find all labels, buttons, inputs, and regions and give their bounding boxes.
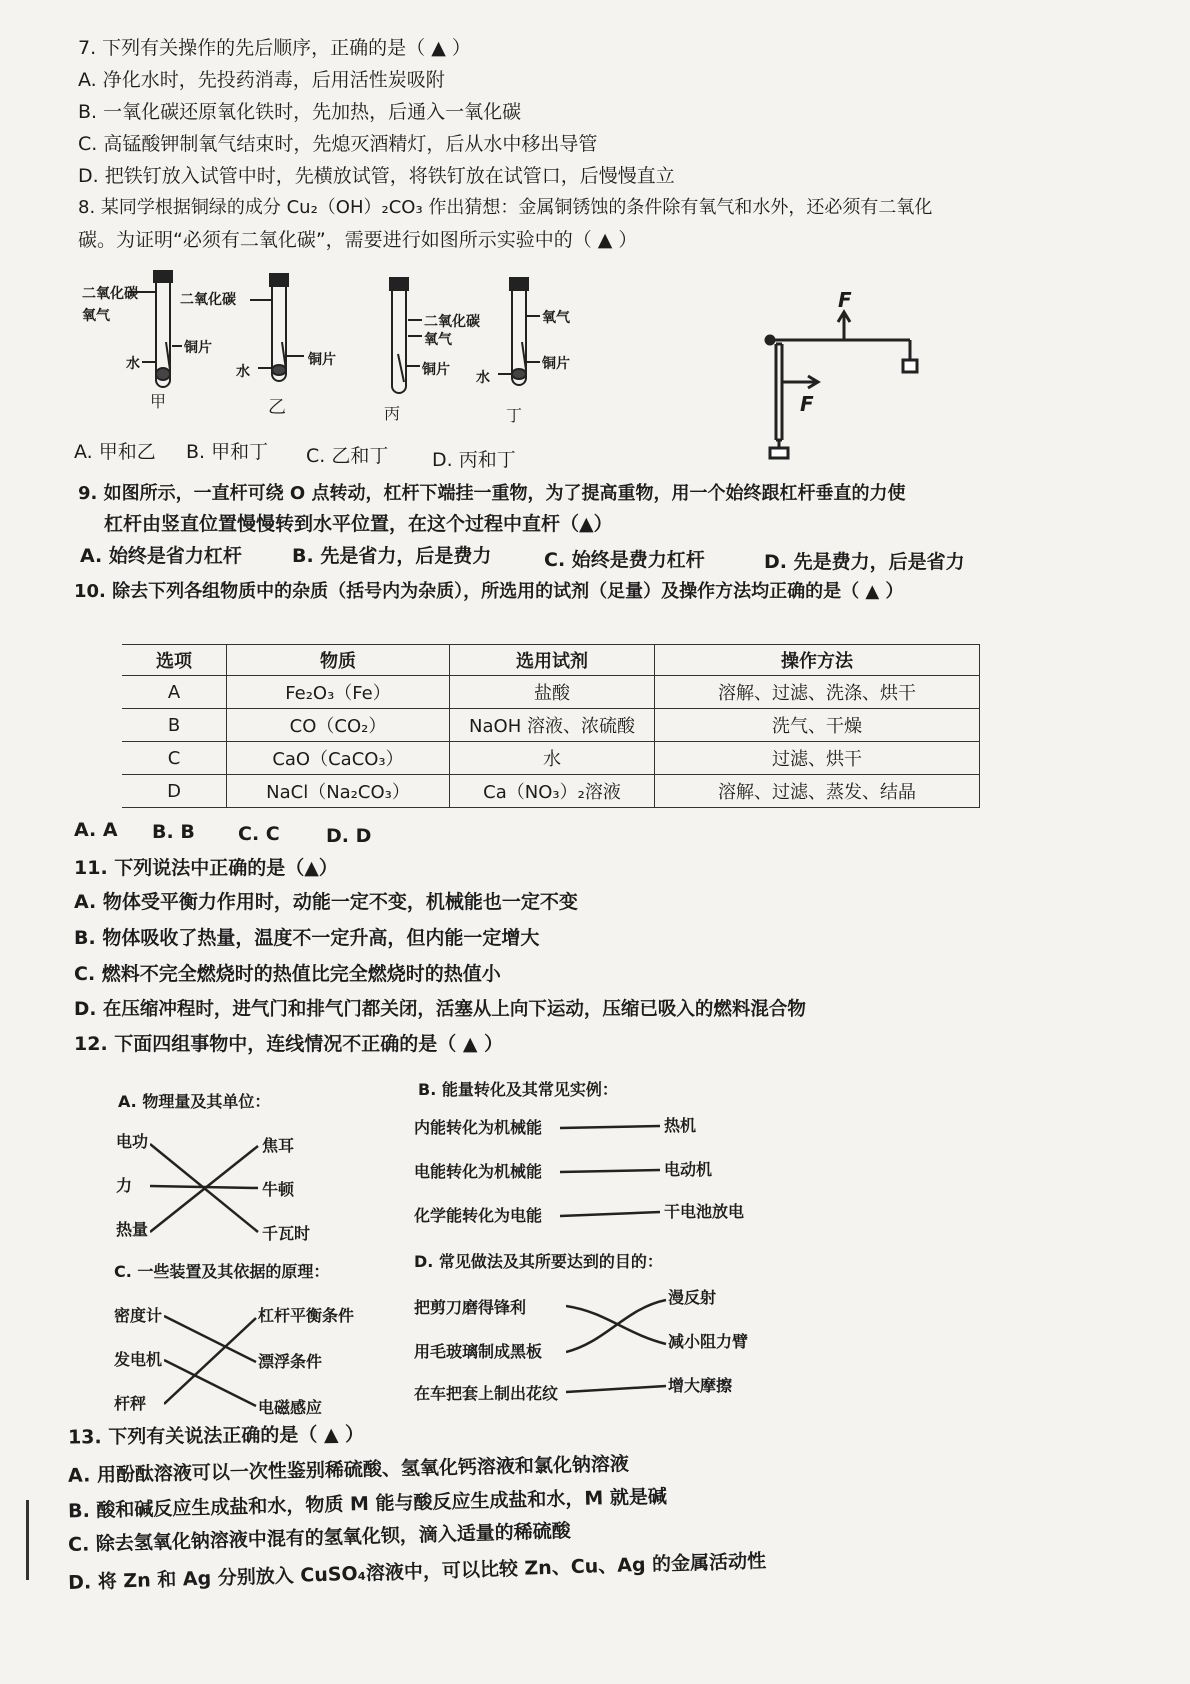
q13-stem: 13. 下列有关说法正确的是（ ▲ ） [67, 1423, 365, 1449]
table-cell: Fe₂O₃（Fe） [227, 676, 450, 709]
q12-c-right-3: 电磁感应 [258, 1398, 323, 1417]
tube-yi-label-water: 水 [236, 364, 250, 380]
q12-d-lines [566, 1294, 670, 1394]
tube-jia-label-co2: 二氧化碳 [82, 286, 138, 302]
q8-option-a: A. 甲和乙 [74, 441, 156, 463]
tube-ding-label-o2: 氧气 [542, 310, 570, 326]
q10-stem: 10. 除去下列各组物质中的杂质（括号内为杂质），所选用的试剂（足量）及操作方法均正确的是（ ▲ ） [74, 581, 904, 602]
table-header-substance: 物质 [227, 645, 450, 676]
table-cell: 溶解、过滤、蒸发、结晶 [655, 775, 980, 808]
q12-c-right-1: 杠杆平衡条件 [258, 1306, 355, 1325]
q12-b-lines [560, 1120, 664, 1220]
q12-c-left-2: 发电机 [114, 1350, 163, 1369]
table-cell: C [122, 742, 227, 775]
table-cell: NaOH 溶液、浓硫酸 [450, 709, 655, 742]
q13-option-b: B. 酸和碱反应生成盐和水，物质 M 能与酸反应生成盐和水，M 就是碱 [67, 1485, 668, 1523]
q12-d-left-3: 在车把套上制出花纹 [414, 1384, 559, 1403]
q8-option-b: B. 甲和丁 [186, 441, 269, 463]
tube-jia-label-o2: 氧气 [82, 308, 110, 324]
tube-ding-label-cu: 铜片 [542, 356, 570, 372]
table-cell: D [122, 775, 227, 808]
q13-option-d: D. 将 Zn 和 Ag 分别放入 CuSO₄溶液中，可以比较 Zn、Cu、Ag 的金属活动性 [67, 1550, 767, 1594]
table-header-option: 选项 [122, 645, 227, 676]
table-cell: 水 [450, 742, 655, 775]
q12-c-lines [164, 1312, 260, 1412]
q11-stem: 11. 下列说法中正确的是（▲） [74, 857, 338, 879]
q7-option-d: D. 把铁钉放入试管中时，先横放试管，将铁钉放在试管口，后慢慢直立 [78, 165, 675, 187]
q12-a-right-3: 千瓦时 [262, 1224, 311, 1243]
q11-option-a: A. 物体受平衡力作用时，动能一定不变，机械能也一定不变 [74, 891, 578, 913]
q7-option-a: A. 净化水时，先投药消毒，后用活性炭吸附 [78, 69, 445, 91]
q8-stem-line2: 碳。为证明“必须有二氧化碳”，需要进行如图所示实验中的（ ▲ ） [78, 229, 638, 251]
table-cell: 洗气、干燥 [655, 709, 980, 742]
table-cell: CaO（CaCO₃） [227, 742, 450, 775]
q12-group-a-title: A. 物理量及其单位： [118, 1092, 271, 1111]
q8-option-d: D. 丙和丁 [432, 449, 516, 471]
q12-b-left-1: 内能转化为机械能 [414, 1118, 543, 1137]
q12-b-right-3: 干电池放电 [664, 1202, 745, 1221]
q9-option-c: C. 始终是费力杠杆 [544, 549, 705, 571]
table-cell: B [122, 709, 227, 742]
lever-force-label-top: F [838, 288, 852, 312]
q10-option-c: C. C [238, 823, 280, 845]
lever-force-label-side: F [800, 392, 814, 416]
q12-b-right-2: 电动机 [664, 1160, 713, 1179]
q13-option-a: A. 用酚酞溶液可以一次性鉴别稀硫酸、氢氧化钙溶液和氯化钠溶液 [67, 1453, 630, 1487]
q12-b-left-2: 电能转化为机械能 [414, 1162, 543, 1181]
q10-option-b: B. B [152, 821, 195, 843]
q7-option-c: C. 高锰酸钾制氧气结束时，先熄灭酒精灯，后从水中移出导管 [78, 133, 598, 155]
q8-option-c: C. 乙和丁 [306, 445, 389, 467]
tube-bing-name: 丙 [384, 404, 401, 423]
table-row [122, 709, 980, 742]
q12-b-right-1: 热机 [664, 1116, 697, 1135]
tube-ding-label-water: 水 [476, 370, 490, 386]
q10-table [122, 644, 980, 808]
table-cell: 盐酸 [450, 676, 655, 709]
table-header-reagent: 选用试剂 [450, 645, 655, 676]
q12-b-left-3: 化学能转化为电能 [414, 1206, 543, 1225]
q9-option-b: B. 先是省力，后是费力 [292, 545, 492, 567]
tube-jia-label-cu: 铜片 [184, 340, 212, 356]
tube-yi-label-co2: 二氧化碳 [180, 292, 236, 308]
tube-bing-label-cu: 铜片 [422, 362, 450, 378]
q12-a-left-1: 电功 [116, 1132, 149, 1151]
table-header-row [122, 645, 980, 676]
tube-bing-label-o2: 氧气 [424, 332, 452, 348]
table-row [122, 676, 980, 709]
q9-stem-line1: 9. 如图所示，一直杆可绕 O 点转动，杠杆下端挂一重物，为了提高重物，用一个始终跟杠杆垂直的力使 [78, 483, 906, 504]
q12-group-b-title: B. 能量转化及其常见实例： [418, 1080, 618, 1099]
q13-option-c: C. 除去氢氧化钠溶液中混有的氢氧化钡，滴入适量的稀硫酸 [67, 1519, 571, 1557]
q9-option-a: A. 始终是省力杠杆 [80, 545, 242, 567]
q8-stem-line1: 8. 某同学根据铜绿的成分 Cu₂（OH）₂CO₃ 作出猜想：金属铜锈蚀的条件除有氧气和水外，还必须有二氧化 [78, 197, 933, 218]
q12-stem: 12. 下面四组事物中，连线情况不正确的是（ ▲ ） [74, 1033, 504, 1055]
q11-option-d: D. 在压缩冲程时，进气门和排气门都关闭，活塞从上向下运动，压缩已吸入的燃料混合物 [74, 999, 806, 1020]
q12-d-right-3: 增大摩擦 [668, 1376, 733, 1395]
tube-bing-label-co2: 二氧化碳 [424, 314, 480, 330]
q12-d-left-1: 把剪刀磨得锋利 [414, 1298, 527, 1317]
q11-option-b: B. 物体吸收了热量，温度不一定升高，但内能一定增大 [74, 927, 540, 949]
table-cell: NaCl（Na₂CO₃） [227, 775, 450, 808]
q12-group-c-title: C. 一些装置及其依据的原理： [114, 1262, 330, 1281]
q11-option-c: C. 燃料不完全燃烧时的热值比完全燃烧时的热值小 [74, 963, 501, 985]
table-cell: CO（CO₂） [227, 709, 450, 742]
q9-stem-line2: 杠杆由竖直位置慢慢转到水平位置，在这个过程中直杆（▲） [104, 513, 613, 535]
tube-jia-label-water: 水 [126, 356, 140, 372]
q12-a-left-3: 热量 [116, 1220, 149, 1239]
q12-c-left-1: 密度计 [114, 1306, 163, 1325]
lever-figure [760, 290, 980, 470]
table-header-method: 操作方法 [655, 645, 980, 676]
tube-yi-name: 乙 [268, 397, 286, 418]
q10-option-d: D. D [326, 825, 372, 847]
q12-a-right-1: 焦耳 [262, 1136, 295, 1155]
tube-yi-label-cu: 铜片 [308, 352, 336, 368]
table-cell: Ca（NO₃）₂溶液 [450, 775, 655, 808]
q12-c-right-2: 漂浮条件 [258, 1352, 323, 1371]
table-row [122, 775, 980, 808]
q10-option-a: A. A [74, 819, 118, 841]
table-row [122, 742, 980, 775]
table-cell: A [122, 676, 227, 709]
q12-group-d-title: D. 常见做法及其所要达到的目的： [414, 1252, 663, 1271]
left-margin-mark [26, 1500, 29, 1580]
tube-jia-name: 甲 [150, 392, 167, 411]
table-cell: 过滤、烘干 [655, 742, 980, 775]
tube-ding-name: 丁 [506, 406, 523, 425]
q12-d-right-1: 漫反射 [668, 1288, 717, 1307]
q7-option-b: B. 一氧化碳还原氧化铁时，先加热，后通入一氧化碳 [78, 101, 522, 123]
q12-c-left-3: 杆秤 [114, 1394, 147, 1413]
q7-stem: 7. 下列有关操作的先后顺序，正确的是（ ▲ ） [78, 37, 471, 59]
table-cell: 溶解、过滤、洗涤、烘干 [655, 676, 980, 709]
q12-a-left-2: 力 [116, 1176, 133, 1195]
q9-option-d: D. 先是费力，后是省力 [764, 551, 965, 573]
q12-d-right-2: 减小阻力臂 [668, 1332, 749, 1351]
q12-a-right-2: 牛顿 [262, 1180, 295, 1199]
q12-d-left-2: 用毛玻璃制成黑板 [414, 1342, 543, 1361]
q12-a-lines [150, 1140, 260, 1240]
